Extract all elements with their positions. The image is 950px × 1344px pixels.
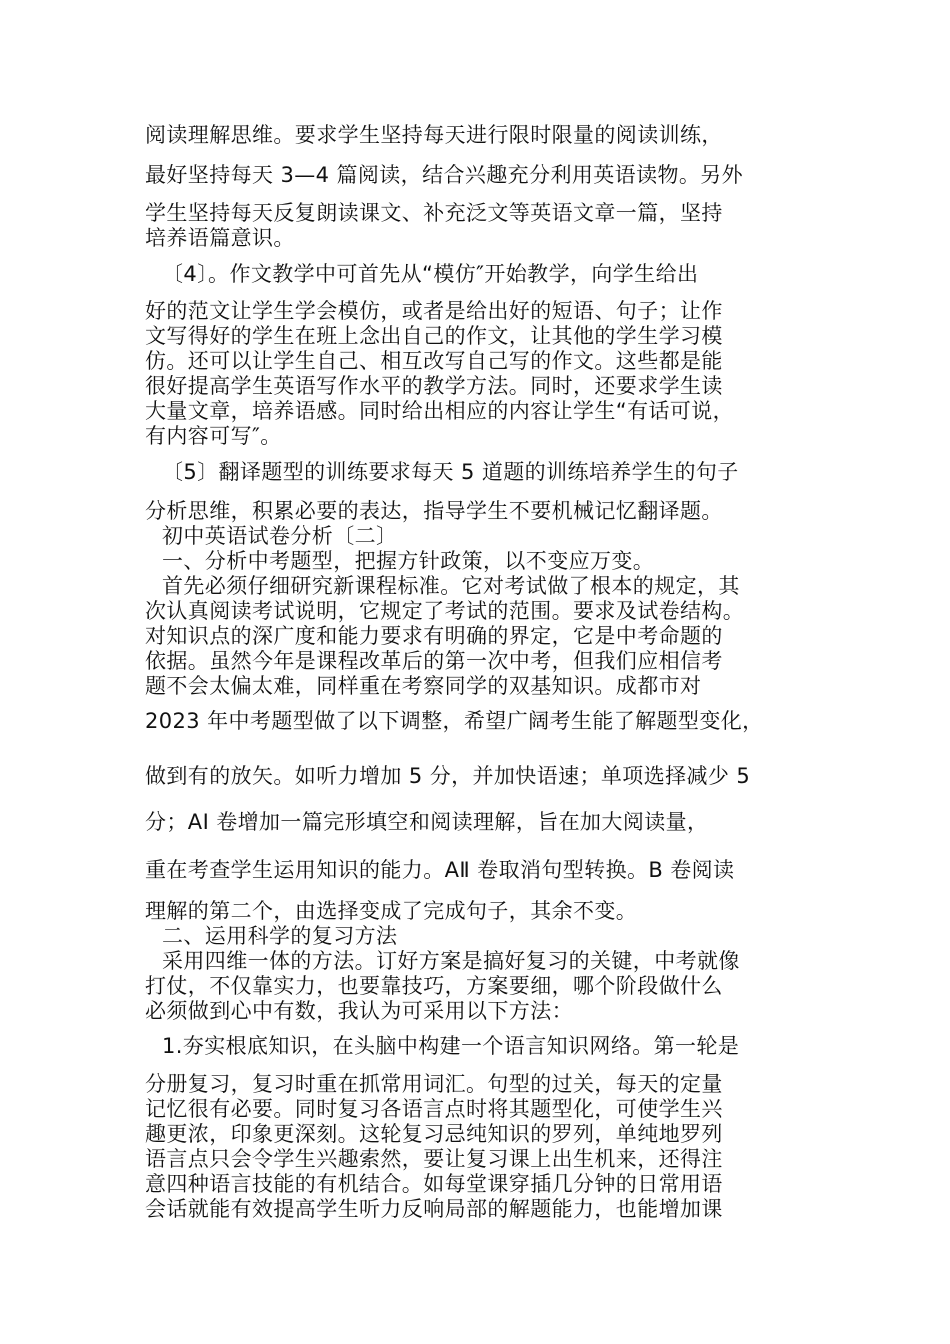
text-line: 分；AⅠ 卷增加一篇完形填空和阅读理解，旨在加大阅读量，: [145, 810, 709, 834]
text-line: 重在考查学生运用知识的能力。AⅡ 卷取消句型转换。B 卷阅读: [145, 858, 735, 882]
text-line: 大量文章，培养语感。同时给出相应的内容让学生“有话可说，: [145, 399, 735, 423]
text-line: 会话就能有效提高学生听力反响局部的解题能力，也能增加课: [145, 1197, 723, 1221]
text-line: 2023 年中考题型做了以下调整，希望广阔考生能了解题型变化，: [145, 709, 764, 733]
text-line: 培养语篇意识。: [145, 226, 295, 250]
text-line: 题不会太偏太难，同样重在考察同学的双基知识。成都市对: [145, 674, 702, 698]
text-line: 〔5〕翻译题型的训练要求每天 5 道题的训练培养学生的句子: [162, 460, 739, 484]
text-line: 趣更浓，印象更深刻。这轮复习忌纯知识的罗列，单纯地罗列: [145, 1122, 723, 1146]
text-line: 采用四维一体的方法。订好方案是搞好复习的关键，中考就像: [162, 949, 740, 973]
text-line: 好的范文让学生学会模仿，或者是给出好的短语、句子；让作: [145, 299, 723, 323]
text-line: 最好坚持每天 3—4 篇阅读，结合兴趣充分利用英语读物。另外: [145, 163, 744, 187]
text-line: 记忆很有必要。同时复习各语言点时将其题型化，可使学生兴: [145, 1097, 723, 1121]
section-heading: 一、分析中考题型，把握方针政策，以不变应万变。: [162, 549, 655, 573]
text-line: 必须做到心中有数，我认为可采用以下方法：: [145, 999, 573, 1023]
text-line: 有内容可写″。: [145, 424, 282, 448]
text-line: 语言点只会令学生兴趣索然，要让复习课上出生机来，还得注: [145, 1147, 723, 1171]
text-line: 理解的第二个，由选择变成了完成句子，其余不变。: [145, 899, 638, 923]
text-line: 阅读理解思维。要求学生坚持每天进行限时限量的阅读训练，: [145, 123, 723, 147]
text-line: 对知识点的深广度和能力要求有明确的界定，它是中考命题的: [145, 624, 723, 648]
section-heading: 初中英语试卷分析〔二〕: [162, 524, 398, 548]
text-line: 分析思维，积累必要的表达，指导学生不要机械记忆翻译题。: [145, 499, 723, 523]
text-line: 很好提高学生英语写作水平的教学方法。同时，还要求学生读: [145, 374, 723, 398]
text-line: 学生坚持每天反复朗读课文、补充泛文等英语文章一篇，坚持: [145, 201, 723, 225]
text-line: 首先必须仔细研究新课程标准。它对考试做了根本的规定，其: [162, 574, 740, 598]
text-line: 〔4〕。作文教学中可首先从“模仿″开始教学，向学生给出: [162, 262, 699, 286]
text-line: 依据。虽然今年是课程改革后的第一次中考，但我们应相信考: [145, 649, 723, 673]
text-line: 1.夯实根底知识，在头脑中构建一个语言知识网络。第一轮是: [162, 1034, 740, 1058]
text-line: 文写得好的学生在班上念出自己的作文，让其他的学生学习模: [145, 324, 723, 348]
text-line: 做到有的放矢。如听力增加 5 分，并加快语速；单项选择减少 5: [145, 764, 751, 788]
text-line: 打仗，不仅靠实力，也要靠技巧，方案要细，哪个阶段做什么: [145, 974, 723, 998]
section-heading: 二、运用科学的复习方法: [162, 924, 398, 948]
text-line: 意四种语言技能的有机结合。如每堂课穿插几分钟的日常用语: [145, 1172, 723, 1196]
text-line: 分册复习，复习时重在抓常用词汇。句型的过关，每天的定量: [145, 1072, 723, 1096]
text-line: 仿。还可以让学生自己、相互改写自己写的作文。这些都是能: [145, 349, 723, 373]
text-line: 次认真阅读考试说明，它规定了考试的范围。要求及试卷结构。: [145, 599, 745, 623]
